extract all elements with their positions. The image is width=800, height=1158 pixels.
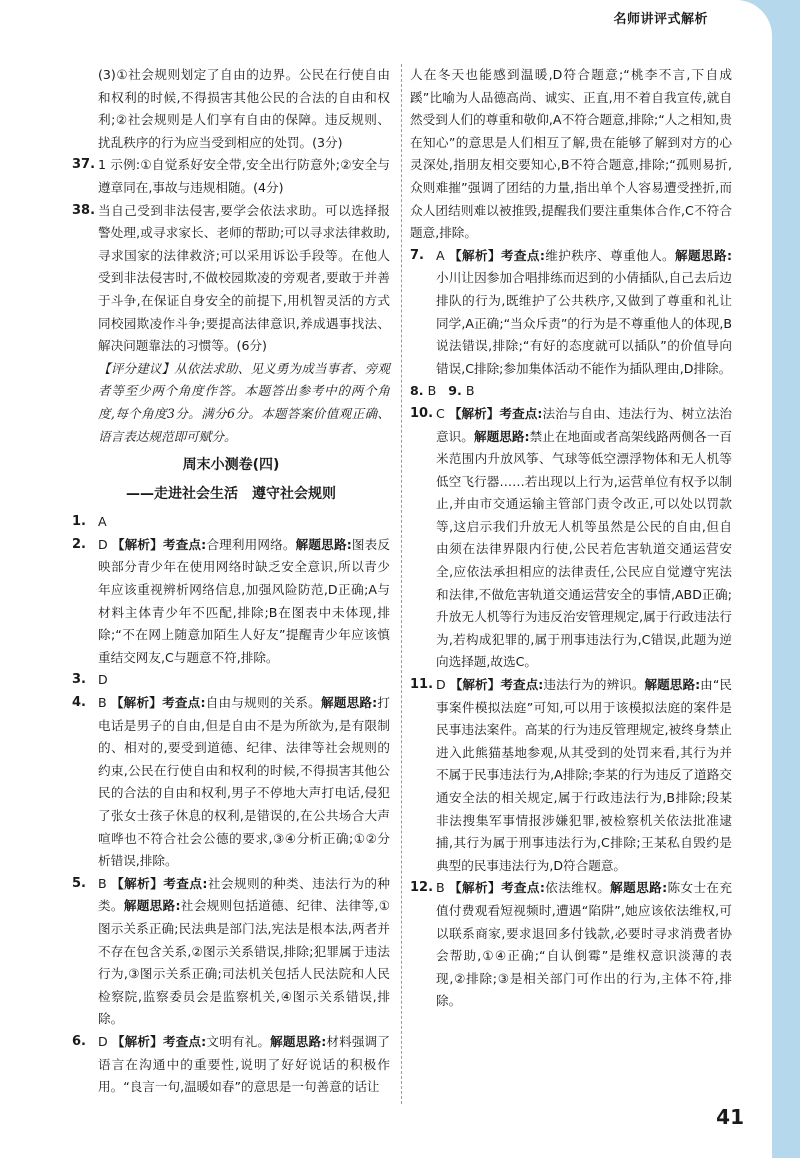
q37-text: 1 示例:①自觉系好安全带,安全出行防意外;②安全与遵章同在,事故与违规相随。(4分) (98, 157, 390, 195)
q5-tag: 【解析】 (111, 875, 164, 891)
section-subtitle: ——走进社会生活 遵守社会规则 (126, 485, 336, 502)
q7 (410, 245, 732, 381)
q12-kw2: 解题思路: (610, 880, 668, 896)
q9-number: 9. (448, 383, 462, 399)
q7-kw1: 考查点: (500, 247, 545, 263)
q4-analysis: 打电话是男子的自由,但是自由不是为所欲为,是有限制的、相对的,要受到道德、纪律、法律等社会规则的约束,公民在行使自由和权利的时候,不得损害其他公民的合法的自由和权利,男子不停地大声打电话,侵犯了张女士孩子休息的权利,是错误的,在公共场合大声喧哗也不符合社会公德的要求,③④分析正确;①②分析错误,排除。 (98, 695, 391, 869)
q10 (410, 403, 732, 674)
q2 (72, 534, 390, 670)
q2-point: 合理利用网络。 (206, 536, 296, 552)
q10-analysis: 禁止在地面或者高架线路两侧各一百米范围内升放风筝、气球等低空漂浮物体和无人机等低空飞行器……若出现以上行为,运营单位有权予以制止,并由市交通运输主管部门责令改正,可以处以罚款等,这启示我们升放无人机等虽然是公民的自由,但自由须在法律界限内行使,公民若危害轨道交通运营安全,应依法承担相应的法律责任,公民应自觉遵守宪法和法律,不做危害轨道交通运营安全的事情,ABD正确;升放无人机等行为违反治安管理规定,属于行政违法行为,若构成犯罪的,属于刑事违法行为,C错误,此题为逆向选择题,故选C。 (436, 428, 732, 670)
q37-number: 37. (72, 157, 96, 173)
q11 (410, 674, 732, 877)
q8-answer: B (427, 383, 437, 399)
q4-answer: B (98, 695, 107, 711)
q6-tag: 【解析】 (111, 1033, 163, 1049)
q7-answer: A (436, 247, 445, 263)
page-number: 41 (716, 1105, 744, 1129)
q3-answer: D (98, 672, 108, 688)
section-title: 周末小测卷(四) (182, 457, 280, 474)
q5-point: 社会规则的种类、违法行为的种类。 (98, 875, 391, 914)
q4-kw2: 解题思路: (320, 695, 378, 711)
q11-analysis: 由“民事案件模拟法庭”可知,可以用于该模拟法庭的案件是民事违法案件。高某的行为违反管理规定,被终身禁止进入此熊猫基地参观,从其受到的处罚来看,其行为并不属于民事违法行为,A排除;李某的行为违反了道路交通安全法的相关规定,属于行政违法行为,B排除;段某非法搜集军事情报涉嫌犯罪,被检察机关依法批准逮捕,其行为属于刑事违法行为,C排除;王某私自毁约是典型的民事违法行为,D符合题意。 (436, 677, 732, 873)
q38-scoring-note: 【评分建议】从依法求助、见义勇为成当事者、旁观者等至少两个角度作答。本题答出参考中的两个角度,每个角度3分。满分6分。本题答案价值观正确、语言表达规范即可赋分。 (98, 360, 390, 444)
q8-number: 8. (410, 383, 424, 399)
q12-point: 依法维权。 (544, 880, 611, 896)
q4-kw1: 考查点: (162, 695, 206, 711)
page-header-title: 名师讲评式解析 (613, 12, 708, 27)
q9-answer: B (465, 383, 475, 399)
q1-number: 1. (72, 514, 86, 530)
q38-number: 38. (72, 202, 96, 218)
q7-kw2: 解题思路: (675, 247, 732, 263)
q2-kw2: 解题思路: (295, 536, 352, 552)
q2-analysis: 图表反映部分青少年在使用网络时缺乏安全意识,所以青少年应该重视辨析网络信息,加强风险防范,D正确;A与材料主体青少年不匹配,排除;B在图表中未体现,排除;“不在网上随意加陌生人好友”提醒青少年应该慎重结交网友,C与题意不符,排除。 (98, 536, 391, 665)
q5-kw2: 解题思路: (123, 898, 181, 914)
q10-tag: 【解析】 (448, 405, 500, 421)
q6-tail: 人在冬天也能感到温暖,D符合题意;“桃李不言,下自成蹊”比喻为人品德高尚、诚实、正直,用不着自我宣传,就自然受到人们的尊重和敬仰,A不符合题意,排除;“人之相知,贵在知心”的意思是人们相互了解,贵在能够了解到对方的心灵深处,指朋友相交要知心,B不符合题意,排除;“孤则易折,众则难摧”强调了团结的力量,指出单个人容易遭受挫折,而众人团结则难以被推毁,提醒我们要注重集体合作,C不符合题意,排除。 (410, 67, 732, 241)
q3 (72, 669, 390, 692)
q2-number: 2. (72, 536, 86, 552)
q5-number: 5. (72, 875, 86, 891)
q7-tag: 【解析】 (449, 247, 501, 263)
q2-kw1: 考查点: (162, 536, 207, 552)
q6-kw1: 考查点: (162, 1033, 207, 1049)
q8-q9 (410, 380, 732, 403)
q12 (410, 877, 732, 1013)
q7-point: 维护秩序、尊重他人。 (544, 247, 676, 263)
q4-tag: 【解析】 (110, 695, 163, 711)
q5-analysis: 社会规则包括道德、纪律、法律等,①图示关系正确;民法典是部门法,宪法是根本法,两者并不存在包含关系,②图示关系错误,排除;犯罪属于违法行为,③图示关系正确;司法机关包括人民法院和人民检察院,监察委员会是监察机关,④图示关系错误,排除。 (98, 898, 390, 1027)
q11-tag: 【解析】 (449, 677, 501, 693)
q5-answer: B (98, 875, 107, 891)
q4-point: 自由与规则的关系。 (205, 695, 321, 711)
q12-tag: 【解析】 (449, 880, 501, 896)
q36-tail: (3)①社会规则划定了自由的边界。公民在行使自由和权利的时候,不得损害其他公民的合法的自由和权利;②社会规则是人们享有自由的保障。违反规则、扰乱秩序的行为应当受到相应的处罚。(3分) (98, 67, 390, 150)
q12-number: 12. (410, 880, 434, 896)
column-divider (401, 64, 402, 1104)
q6-point: 文明有礼。 (206, 1033, 271, 1049)
q1-answer: A (98, 514, 107, 530)
q6-number: 6. (72, 1033, 86, 1049)
q10-kw2: 解题思路: (473, 428, 530, 444)
q11-answer: D (436, 677, 446, 693)
q38-text: 当自己受到非法侵害,要学会依法求助。可以选择报警处理,或寻求家长、老师的帮助;可以寻求法律救助,寻求国家的法律救济;可以采用诉讼手段等。在他人受到非法侵害时,不做校园欺凌的旁观者,要敢于并善于斗争,在保证自身安全的前提下,用机智灵活的方式同校园欺凌作斗争;要提高法律意识,养成遇事找法、解决问题靠法的习惯等。(6分) (98, 202, 390, 354)
q37 (72, 154, 390, 199)
q5 (72, 873, 390, 1031)
q11-kw1: 考查点: (500, 677, 544, 693)
q38 (72, 200, 390, 449)
q11-point: 违法行为的辨识。 (543, 677, 645, 693)
q10-kw1: 考查点: (499, 405, 543, 421)
q6-analysis: 材料强调了语言在沟通中的重要性,说明了好好说话的积极作用。“良言一句,温暖如春”的意思是一句善意的话让 (98, 1033, 391, 1095)
q11-number: 11. (410, 677, 434, 693)
q1 (72, 511, 390, 534)
q10-point: 法治与自由、违法行为、树立法治意识。 (436, 405, 732, 444)
q7-analysis: 小川让因参加合唱排练而迟到的小倩插队,自己去后边排队的行为,既维护了公共秩序,又做到了尊重和礼让同学,A正确;“当众斥责”的行为是不尊重他人的体现,B说法错误,排除;“有好的态度就可以插队”的价值导向错误,C排除;参加集体活动不能作为插队理由,D排除。 (436, 270, 732, 376)
q4 (72, 692, 390, 873)
q6 (72, 1031, 390, 1099)
q3-number: 3. (72, 672, 86, 688)
q5-kw1: 考查点: (163, 875, 208, 891)
q7-number: 7. (410, 247, 424, 263)
right-column (410, 64, 732, 1013)
q10-answer: C (436, 405, 445, 421)
q12-answer: B (436, 880, 445, 896)
q6-kw2: 解题思路: (270, 1033, 327, 1049)
q12-kw1: 考查点: (500, 880, 545, 896)
q10-number: 10. (410, 405, 434, 421)
left-column (72, 64, 390, 1099)
q12-analysis: 陈女士在充值付费观看短视频时,遭遇“陷阱”,她应该依法维权,可以联系商家,要求退回多付钱款,必要时寻求消费者协会帮助,①④正确;“自认倒霉”是维权意识淡薄的表现,②排除;③是相关部门可作出的行为,主体不符,排除。 (436, 880, 733, 1009)
q11-kw2: 解题思路: (644, 677, 701, 693)
q2-tag: 【解析】 (111, 536, 163, 552)
q2-answer: D (98, 536, 108, 552)
q4-number: 4. (72, 695, 86, 711)
q6-answer: D (98, 1033, 108, 1049)
